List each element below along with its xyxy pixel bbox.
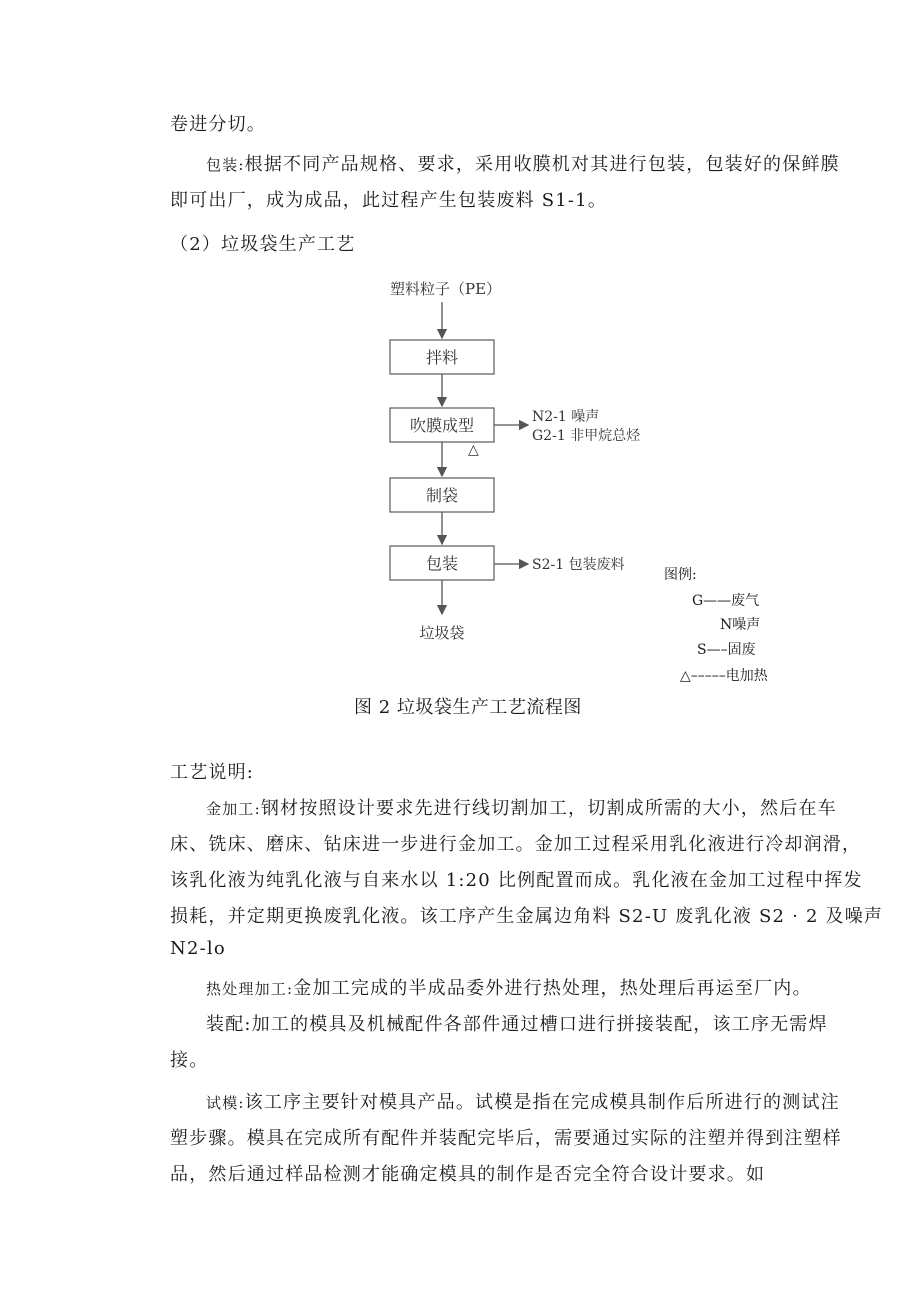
electric-heat-mark: △ (468, 442, 479, 458)
heat-lead: 热处理加工: (206, 980, 294, 998)
assembly-line-2: 接。 (170, 1050, 209, 1071)
metal-line-1: 金加工:钢材按照设计要求先进行线切割加工，切割成所需的大小，然后在车 (206, 798, 837, 819)
legend-solid: S—–固废 (697, 642, 756, 658)
metal-line-4: 损耗，并定期更换废乳化液。该工序产生金属边角料 S2-U 废乳化液 S2 · 2 及噪声 (170, 906, 884, 927)
flow-step-blowing: 吹膜成型 (409, 416, 475, 435)
metal-line-2: 床、铣床、磨床、钻床进一步进行金加工。金加工过程采用乳化液进行冷却润滑， (170, 834, 862, 855)
continued-text: 卷进分切。 (170, 114, 266, 135)
metal-lead: 金加工: (206, 800, 261, 818)
flow-output: 垃圾袋 (419, 624, 465, 642)
assembly-line-1: 装配:加工的模具及机械配件各部件通过槽口进行拼接装配，该工序无需焊 (206, 1014, 828, 1035)
legend-title: 图例: (664, 567, 697, 583)
assembly-lead: 装配: (206, 1014, 252, 1035)
pack-text-1: 根据不同产品规格、要求，采用收膜机对其进行包装，包装好的保鲜膜 (244, 154, 840, 175)
pack-waste-output: S2-1 包装废料 (532, 557, 625, 573)
trial-line-3: 品，然后通过样品检测才能确定模具的制作是否完全符合设计要求。如 (170, 1164, 766, 1185)
heat-line: 热处理加工:金加工完成的半成品委外进行热处理，热处理后再运至厂内。 (206, 978, 812, 999)
trial-lead: 试模: (206, 1094, 245, 1112)
pack-lead: 包装: (206, 156, 245, 174)
trial-line-2: 塑步骤。模具在完成所有配件并装配完毕后，需要通过实际的注塑并得到注塑样 (170, 1128, 842, 1149)
metal-line-3: 该乳化液为纯乳化液与自来水以 1:20 比例配置而成。乳化液在金加工过程中挥发 (170, 870, 863, 891)
flow-input: 塑料粒子（PE） (390, 280, 502, 298)
legend-heat: △–––––电加热 (680, 668, 768, 684)
blow-noise-output: N2-1 噪声 (532, 409, 600, 425)
flow-step-mixing: 拌料 (425, 348, 459, 367)
figure-caption: 图 2 垃圾袋生产工艺流程图 (354, 697, 582, 718)
pack-paragraph-line2: 即可出厂，成为成品，此过程产生包装废料 S1-1。 (170, 190, 608, 211)
legend-noise: N噪声 (720, 617, 761, 633)
flow-step-bagging: 制袋 (425, 486, 459, 505)
flow-step-packing: 包装 (425, 554, 459, 573)
legend-gas: G——废气 (692, 593, 760, 609)
trial-line-1: 试模:该工序主要针对模具产品。试模是指在完成模具制作后所进行的测试注 (206, 1092, 840, 1113)
metal-line-5: N2-lo (170, 938, 226, 959)
section-title: （2）垃圾袋生产工艺 (170, 234, 356, 255)
blow-gas-output: G2-1 非甲烷总烃 (532, 428, 641, 444)
process-heading: 工艺说明: (170, 762, 255, 783)
